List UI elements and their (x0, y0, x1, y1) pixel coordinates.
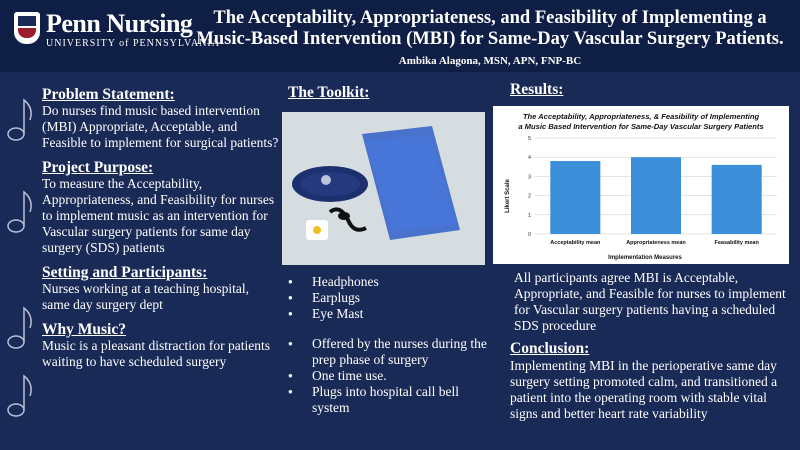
results-chart (493, 106, 789, 264)
music-note-icon (6, 372, 38, 420)
chart-y-tick-label: 2 (527, 193, 531, 200)
results-heading: Results: (510, 81, 564, 98)
left-column (42, 86, 280, 378)
chart-bar (712, 165, 762, 234)
music-note-icon (6, 304, 38, 352)
toolkit-illustration (282, 112, 485, 265)
toolkit-note: ● Offered by the nurses during the prep phase of surgery (288, 336, 488, 368)
logo-main-text: Penn Nursing (46, 9, 193, 38)
poster-header (0, 0, 800, 72)
conclusion-text: Implementing MBI in the perioperative same day surgery setting promoted calm, and transitioned a patient into the operating room with stable vital signs and better heart rate variability (510, 358, 778, 421)
toolkit-item: ● Earplugs (288, 290, 488, 306)
conclusion-heading: Conclusion: (510, 340, 590, 357)
setting-heading: Setting and Participants: (42, 264, 208, 281)
chart-y-tick-label: 1 (527, 212, 531, 219)
setting-text: Nurses working at a teaching hospital, same day surgery dept (42, 281, 249, 312)
chart-title-line1: The Acceptability, Appropriateness, & Feasibility of Implementing (522, 112, 760, 121)
chart-title-line2: a Music Based Intervention for Same-Day Vascular Surgery Patients (518, 122, 764, 131)
music-note-icon (6, 96, 38, 144)
toolkit-heading: The Toolkit: (288, 84, 370, 101)
chart-x-label: Implementation Measures (608, 255, 682, 261)
toolkit-note: ● Plugs into hospital call bell system (288, 384, 488, 416)
chart-bar (631, 157, 681, 234)
problem-heading: Problem Statement: (42, 86, 175, 103)
toolkit-item: ● Headphones (288, 274, 488, 290)
results-text: All participants agree MBI is Acceptable, Appropriate, and Feasible for nurses to implement for Vascular surgery patients having a scheduled SDS procedure (514, 270, 786, 333)
chart-y-tick-label: 4 (527, 155, 531, 162)
chart-x-tick-label: Acceptability mean (550, 240, 601, 246)
purpose-text: To measure the Acceptability, Appropriateness, and Feasibility for nurses to implement music as an intervention for Vascular surgery patients for same day surgery (SDS) patients (42, 176, 275, 255)
toolkit-notes-list (288, 336, 488, 416)
chart-y-tick-label: 3 (527, 174, 531, 181)
chart-y-tick-label: 0 (527, 232, 531, 238)
results-chart-svg (493, 106, 789, 264)
purpose-heading: Project Purpose: (42, 159, 154, 176)
toolkit-item: ● Eye Mast (288, 306, 488, 322)
toolkit-items-list (288, 274, 488, 322)
music-note-icon (6, 188, 38, 236)
why-heading: Why Music? (42, 321, 126, 338)
chart-x-tick-label: Feasability mean (714, 240, 759, 246)
toolkit-note: ● One time use. (288, 368, 488, 384)
logo-sub-text: UNIVERSITY of PENNSYLVANIA (46, 38, 220, 49)
chart-y-label: Likert Scale (505, 179, 511, 213)
problem-text: Do nurses find music based intervention (MBI) Appropriate, Acceptable, and Feasible to implement for surgical patients? (42, 103, 279, 150)
why-text: Music is a pleasant distraction for patients waiting to have scheduled surgery (42, 338, 270, 369)
toolkit-photo (282, 112, 485, 265)
chart-x-tick-label: Appropriateness mean (626, 240, 686, 246)
penn-shield-icon (14, 12, 40, 44)
chart-y-tick-label: 5 (527, 136, 531, 142)
penn-nursing-logo (14, 9, 220, 54)
poster-title: The Acceptability, Appropriateness, and Feasibility of Implementing a Music-Based Intervention (MBI) for Same-Day Vascular Surgery Patients. (196, 8, 784, 49)
poster-author: Ambika Alagona, MSN, APN, FNP-BC (398, 55, 582, 67)
chart-bar (550, 161, 600, 234)
